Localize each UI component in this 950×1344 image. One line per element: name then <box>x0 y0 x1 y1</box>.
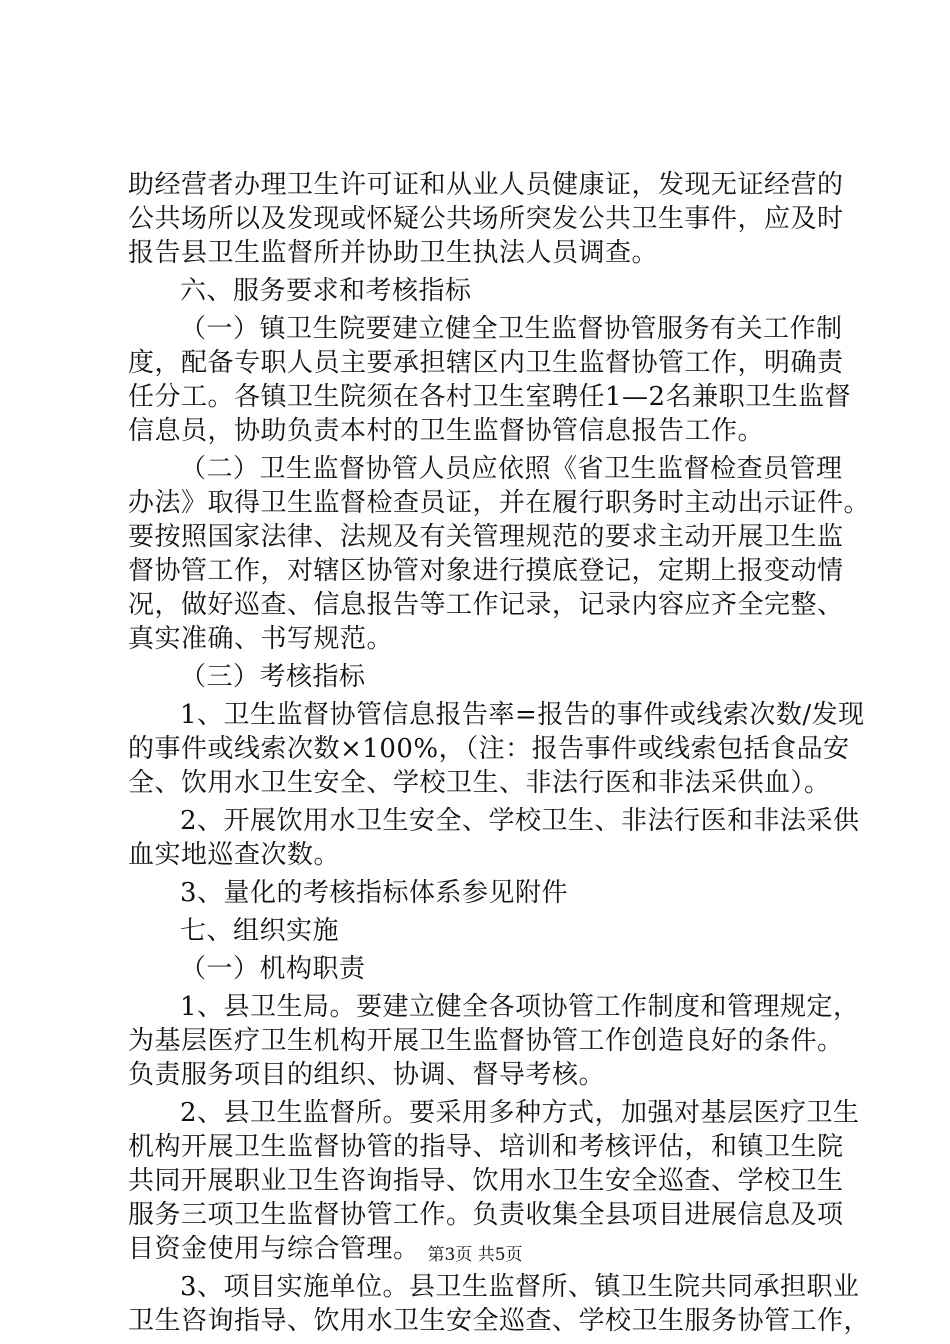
paragraph <box>128 990 860 1092</box>
text-line: 机构开展卫生监督协管的指导、培训和考核评估，和镇卫生院 <box>128 1132 844 1162</box>
paragraph <box>128 452 871 656</box>
paragraph <box>128 660 840 694</box>
paragraph <box>128 312 852 448</box>
text-line: 报告县卫生监督所并协助卫生执法人员调查。 <box>128 238 659 268</box>
text-line: 任分工。各镇卫生院须在各村卫生室聘任1—2名兼职卫生监督 <box>128 382 852 412</box>
text-line: 督协管工作，对辖区协管对象进行摸底登记，定期上报变动情 <box>128 556 844 586</box>
text-line: 七、组织实施 <box>180 916 340 946</box>
text-line: 2、县卫生监督所。要采用多种方式，加强对基层医疗卫生 <box>180 1098 860 1128</box>
text-line: 1、县卫生局。要建立健全各项协管工作制度和管理规定， <box>180 992 860 1022</box>
text-line: （二）卫生监督协管人员应依照《省卫生监督检查员管理 <box>180 454 843 484</box>
text-line: （一）镇卫生院要建立健全卫生监督协管服务有关工作制 <box>180 314 843 344</box>
text-line: 六、服务要求和考核指标 <box>180 276 472 306</box>
text-line: 3、量化的考核指标体系参见附件 <box>180 878 569 908</box>
text-line: 3、项目实施单位。县卫生监督所、镇卫生院共同承担职业 <box>180 1272 860 1302</box>
text-line: 公共场所以及发现或怀疑公共场所突发公共卫生事件，应及时 <box>128 204 844 234</box>
text-line: 血实地巡查次数。 <box>128 840 341 870</box>
page-footer: 第3页 共5页 <box>427 1245 523 1265</box>
text-line: 的事件或线索次数×100%，（注：报告事件或线索包括食品安 <box>128 734 850 764</box>
text-line: 为基层医疗卫生机构开展卫生监督协管工作创造良好的条件。 <box>128 1026 844 1056</box>
paragraph <box>128 804 860 872</box>
text-line: 1、卫生监督协管信息报告率=报告的事件或线索次数/发现 <box>180 700 865 730</box>
text-line: 真实准确、书写规范。 <box>128 624 394 654</box>
text-line: 负责服务项目的组织、协调、督导考核。 <box>128 1060 606 1090</box>
paragraph <box>128 1270 871 1338</box>
paragraph <box>128 876 840 910</box>
paragraph <box>128 1096 860 1266</box>
text-line: 况，做好巡查、信息报告等工作记录，记录内容应齐全完整、 <box>128 590 844 620</box>
text-line: 要按照国家法律、法规及有关管理规范的要求主动开展卫生监 <box>128 522 844 552</box>
paragraph <box>128 698 865 800</box>
text-line: 卫生咨询指导、饮用水卫生安全巡查、学校卫生服务协管工作， <box>128 1306 871 1336</box>
text-line: 服务三项卫生监督协管工作。负责收集全县项目进展信息及项 <box>128 1200 844 1230</box>
text-line: 度，配备专职人员主要承担辖区内卫生监督协管工作，明确责 <box>128 348 844 378</box>
text-line: 目资金使用与综合管理。 <box>128 1234 420 1264</box>
text-line: （一）机构职责 <box>180 954 366 984</box>
text-line: 全、饮用水卫生安全、学校卫生、非法行医和非法采供血）。 <box>128 768 831 798</box>
text-line: 助经营者办理卫生许可证和从业人员健康证，发现无证经营的 <box>128 170 844 200</box>
text-line: 办法》取得卫生监督检查员证，并在履行职务时主动出示证件。 <box>128 488 871 518</box>
paragraph <box>128 274 840 308</box>
text-line: （三）考核指标 <box>180 662 366 692</box>
text-line: 共同开展职业卫生咨询指导、饮用水卫生安全巡查、学校卫生 <box>128 1166 844 1196</box>
document-body <box>128 168 871 1338</box>
text-line: 2、开展饮用水卫生安全、学校卫生、非法行医和非法采供 <box>180 806 860 836</box>
paragraph <box>128 914 840 948</box>
paragraph <box>128 168 844 270</box>
paragraph <box>128 952 840 986</box>
text-line: 信息员，协助负责本村的卫生监督协管信息报告工作。 <box>128 416 765 446</box>
